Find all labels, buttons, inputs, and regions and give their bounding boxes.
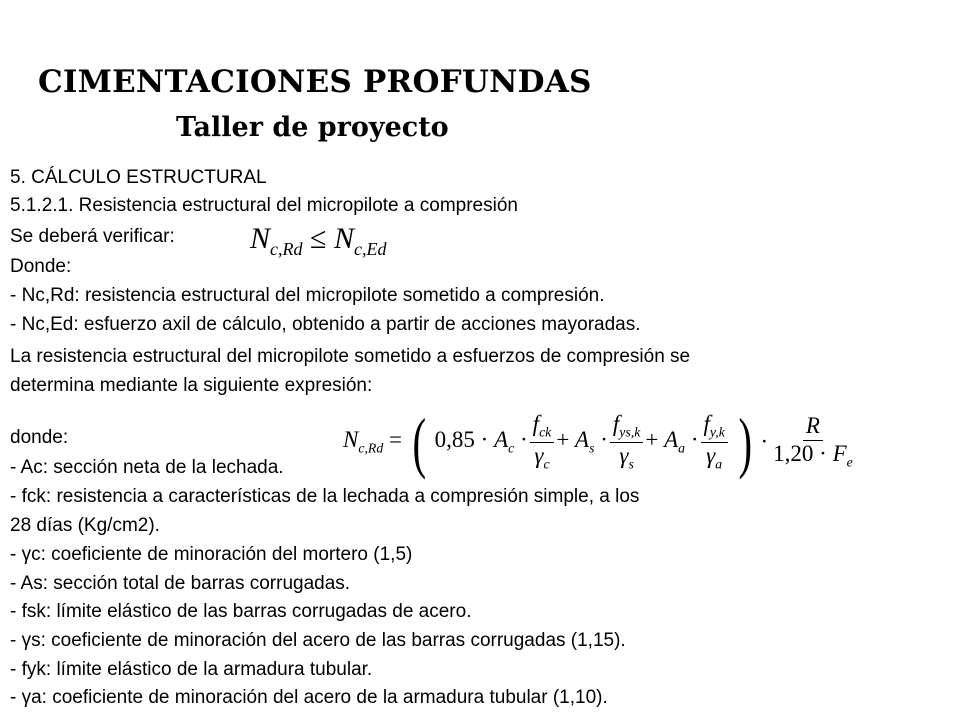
where-label-2: donde: [10, 427, 69, 448]
definition-fyk: - fyk: límite elástico de la armadura tubular. [10, 659, 373, 680]
inequality-formula: $N_{c,Rd} \le N_{c,Ed}$ [250, 222, 387, 259]
subsection-heading: 5.1.2.1. Resistencia estructural del micropilote a compresión [10, 195, 518, 216]
definition-ac: - Ac: sección neta de la lechada. [10, 457, 284, 478]
page-subtitle: Taller de proyecto [176, 112, 449, 143]
definition-fsk: - fsk: límite elástico de las barras corrugadas de acero. [10, 601, 472, 622]
verify-text: Se deberá verificar: [10, 226, 175, 247]
section-heading: 5. CÁLCULO ESTRUCTURAL [10, 167, 267, 188]
definition-gamma-s: - γs: coeficiente de minoración del acero de las barras corrugadas (1,15). [10, 630, 626, 651]
definition-gamma-a: - γa: coeficiente de minoración del acero de la armadura tubular (1,10). [10, 687, 608, 708]
resistance-formula: $N_{c,Rd}$ = ( $0,85 \cdot A_c$ · $\frac{f_{ck}}{\gamma_c}$ + $A_s$ · $\frac{f_{ys,k}}{\gamma_s}$ + $A_a$ · $\frac{f_{y,k}}{\gamma_a}$ ) · $\frac{R}{1,20 \cdot F_e}$ [343, 404, 853, 480]
definition-fck-cont: 28 días (Kg/cm2). [10, 515, 160, 536]
page-title: CIMENTACIONES PROFUNDAS [38, 64, 592, 100]
definition-as: - As: sección total de barras corrugadas. [10, 573, 351, 594]
paragraph-line-1: La resistencia estructural del micropilote sometido a esfuerzos de compresión se [10, 346, 691, 367]
definition-fck: - fck: resistencia a características de la lechada a compresión simple, a los [10, 486, 640, 507]
paragraph-line-2: determina mediante la siguiente expresión: [10, 375, 373, 396]
definition-gamma-c: - γc: coeficiente de minoración del mortero (1,5) [10, 544, 413, 565]
definition-nced: - Nc,Ed: esfuerzo axil de cálculo, obtenido a partir de acciones mayoradas. [10, 314, 641, 335]
where-label: Donde: [10, 256, 72, 277]
definition-ncrd: - Nc,Rd: resistencia estructural del micropilote sometido a compresión. [10, 285, 605, 306]
